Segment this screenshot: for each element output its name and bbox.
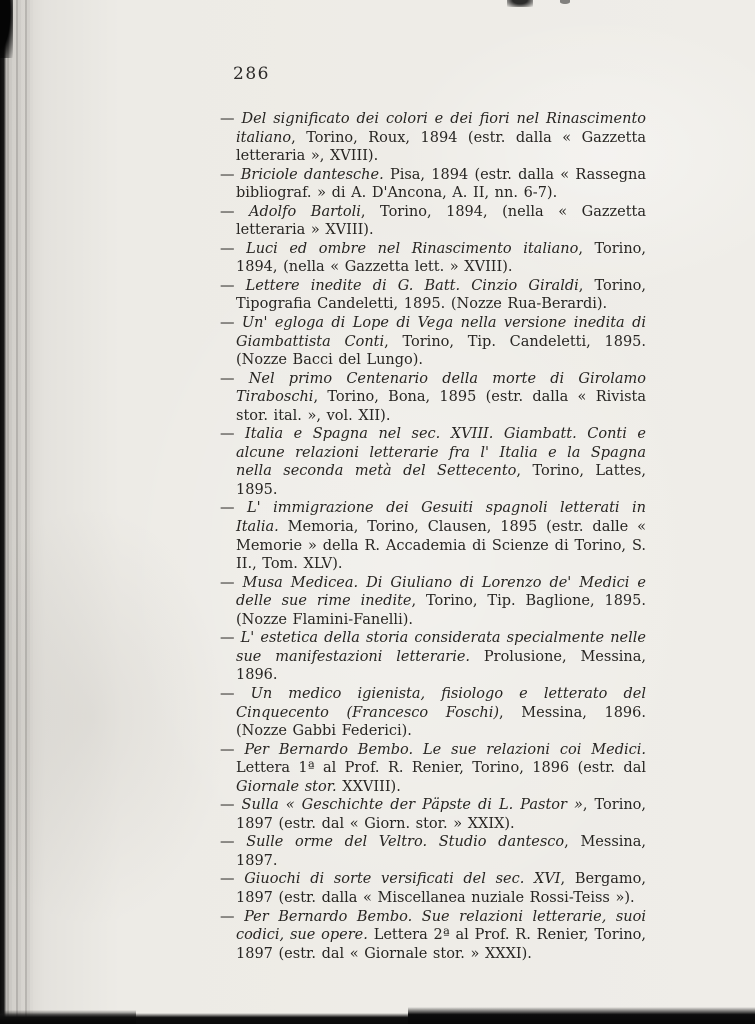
entry-dash: — [220, 277, 246, 294]
entry-title: Adolfo Bartoli [249, 203, 361, 220]
entry-details: , Messina, 1896. (Nozze Gabbi Federici). [236, 704, 646, 740]
bibliography-entry [220, 166, 646, 203]
entry-details: Lettera 1ª al Prof. R. Renier, Torino, 1896 (estr. dal [236, 760, 646, 777]
entry-details: Lettera 2ª al Prof. R. Renier, Torino, 1897 (estr. dal « Giornale stor. » XXXI). [236, 927, 647, 962]
bibliography-entry [220, 240, 646, 277]
page-number: 286 [233, 64, 270, 84]
entry-title: Giuochi di sorte versificati del sec. XVI [244, 871, 561, 888]
bibliography-entry [220, 499, 646, 573]
entry-details: , Torino, Tip. Candeletti, 1895. (Nozze Bacci del Lungo). [236, 333, 647, 369]
bibliography-entry [220, 425, 646, 499]
entry-dash: — [220, 797, 242, 814]
entry-title: Musa Medicea. Di Giuliano di Lorenzo de' Medici e delle sue rime inedite [236, 574, 647, 610]
entry-dash: — [220, 203, 250, 220]
bibliography-entry [220, 870, 646, 907]
bibliography-entry [220, 203, 646, 240]
entry-dash: — [220, 685, 251, 702]
scan-bottom-edge-left [0, 1010, 136, 1024]
scan-top-mark [507, 0, 533, 7]
entry-title: L' immigrazione dei Gesuiti spagnoli letterati in Italia. [236, 500, 647, 536]
entry-title: L' estetica della storia considerata specialmente nelle sue manifestazioni letterarie. [236, 630, 646, 665]
bibliography-entry [220, 314, 646, 370]
entry-dash: — [220, 500, 247, 517]
entry-dash: — [220, 315, 242, 332]
bibliography-entry [220, 741, 646, 797]
entry-dash: — [220, 741, 245, 758]
entry-title: Del significato dei colori e dei fiori nel Rinascimento italiano [236, 111, 646, 146]
entry-title: Luci ed ombre nel Rinascimento italiano [246, 240, 579, 257]
scan-left-shadow [7, 0, 33, 1024]
entry-details: , Torino, Tipografia Candeletti, 1895. (Nozze Rua-Berardi). [236, 277, 646, 313]
entry-dash: — [220, 871, 245, 888]
entry-title: Un medico igienista, fisiologo e letterato del Cinquecento (Francesco Foschi) [236, 685, 647, 721]
bibliography-entry [220, 277, 646, 314]
entry-title: Italia e Spagna nel sec. XVIII. Giambatt. Conti e alcune relazioni letterarie fra l' Italia e la Spagna nella seconda metà del Settecento [236, 426, 646, 480]
entry-dash: — [220, 908, 245, 925]
entry-dash: — [220, 166, 241, 183]
entry-details: , Torino, Roux, 1894 (estr. dalla « Gazzetta letteraria », XVIII). [236, 129, 646, 165]
entry-details: , Torino, 1894, (nella « Gazzetta letteraria » XVIII). [236, 203, 646, 239]
entry-dash: — [220, 574, 243, 591]
entry-details: , Torino, Lattes, 1895. [236, 463, 646, 498]
entry-dash: — [220, 240, 247, 257]
scan-left-edge [0, 0, 7, 1024]
scan-corner-mark [0, 0, 13, 58]
bibliography-list [220, 110, 646, 963]
entry-details: XXVIII). [336, 778, 401, 795]
entry-title: Per Bernardo Bembo. Sue relazioni letterarie, suoi codici, sue opere. [236, 908, 646, 944]
entry-details: , Torino, Tip. Baglione, 1895. (Nozze Flamini-Fanelli). [236, 593, 646, 628]
entry-dash: — [220, 426, 246, 443]
entry-dash: — [220, 834, 247, 851]
bibliography-entry [220, 370, 646, 426]
entry-details: , Messina, 1897. [236, 834, 646, 869]
bibliography-entry [220, 574, 646, 630]
entry-title: Un' egloga di Lope di Vega nella versione inedita di Giambattista Conti [236, 315, 646, 350]
bibliography-entry [220, 629, 646, 685]
bibliography-entry [220, 908, 646, 964]
bibliography-entry [220, 796, 646, 833]
entry-details: Pisa, 1894 (estr. dalla « Rassegna bibliograf. » di A. D'Ancona, A. II, nn. 6-7). [236, 166, 646, 202]
scan-top-mark-small [560, 0, 570, 4]
entry-title: Sulla « Geschichte der Päpste di L. Pastor » [241, 797, 583, 814]
bibliography-entry [220, 110, 646, 166]
entry-details: , Torino, 1897 (estr. dal « Giorn. stor. » XXIX). [236, 797, 647, 832]
entry-dash: — [220, 370, 249, 387]
entry-title: Sulle orme del Veltro. Studio dantesco [246, 834, 565, 851]
entry-title: Nel primo Centenario della morte di Girolamo Tiraboschi [236, 370, 646, 406]
entry-details: Prolusione, Messina, 1896. [236, 648, 646, 684]
entry-title: Briciole dantesche. [240, 166, 384, 183]
entry-dash: — [220, 630, 241, 647]
entry-details: , Torino, 1894, (nella « Gazzetta lett. » XVIII). [236, 240, 646, 276]
entry-title: Giornale stor. [236, 778, 337, 795]
entry-dash: — [220, 111, 242, 127]
entry-details: Memoria, Torino, Clausen, 1895 (estr. dalle « Memorie » della R. Accademia di Scienze di Torino, S. II., Tom. XLV). [236, 519, 646, 573]
scan-bottom-edge-right [408, 1007, 755, 1024]
entry-title: Per Bernardo Bembo. Le sue relazioni coi Medici. [244, 741, 646, 758]
bibliography-entry [220, 685, 646, 741]
entry-title: Lettere inedite di G. Batt. Cinzio Giraldi [245, 277, 579, 294]
bibliography-entry [220, 833, 646, 870]
entry-details: , Bergamo, 1897 (estr. dalla « Miscellanea nuziale Rossi-Teiss »). [236, 871, 647, 906]
entry-details: , Torino, Bona, 1895 (estr. dalla « Rivista stor. ital. », vol. XII). [236, 389, 646, 424]
